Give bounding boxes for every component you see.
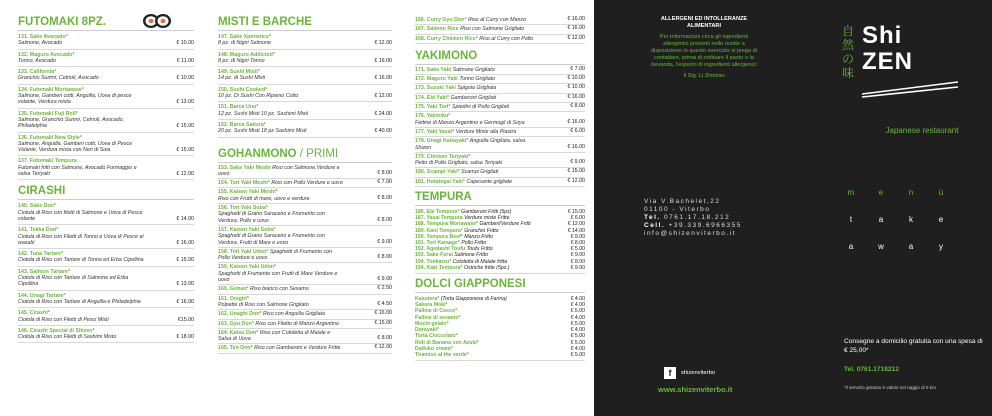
allergen-info [648, 16, 760, 80]
menu-item [218, 67, 392, 85]
item-price: € 15.00 [567, 168, 585, 175]
item-name: 148. Maguro Addicted* [218, 51, 275, 58]
item-name: 141. Tekka Don* [18, 227, 59, 234]
item-price: € 15.00 [176, 147, 194, 154]
delivery-info: Consegne a domicilio gratuita con una spesa di € 25,00* [844, 338, 983, 354]
word-letter: k [909, 215, 913, 224]
item-price: € 8.00 [377, 216, 392, 223]
item-price: € 5.00 [570, 333, 585, 340]
cell-line: Cell. +39.339.6966355 [644, 222, 742, 229]
item-price: € 6.00 [570, 215, 585, 222]
menu-item [415, 66, 585, 75]
menu-item [218, 204, 392, 226]
item-name: 172. Maguro Yaki [415, 76, 458, 83]
menu-item [218, 179, 392, 188]
menu-item [415, 265, 585, 271]
item-name: 188. Tempura Moriawase* [415, 221, 479, 228]
item-price: € 15.00 [567, 209, 585, 216]
item-price: € 9.00 [570, 233, 585, 240]
menu-item [415, 16, 585, 25]
item-name: Sakura Moki* [415, 302, 448, 309]
item-price: € 9.00 [570, 264, 585, 271]
menu-item [415, 352, 585, 358]
item-price: € 16.00 [567, 93, 585, 100]
word-letter: m [847, 188, 855, 197]
word-letter: y [939, 242, 943, 251]
menu-item [415, 178, 585, 187]
menu-item [18, 156, 194, 180]
menu-item [218, 263, 392, 285]
item-price: € 10.00 [567, 84, 585, 91]
item-name: 174. Ebi Yaki* [415, 94, 450, 101]
item-price: € 14.00 [176, 215, 194, 222]
item-description: 8 pz. di Nigiri Tonno [218, 57, 265, 64]
cover-panel [594, 0, 992, 416]
item-description: Ciotola di Riso con Tartare di Salmone ed Erba Cipollina [18, 275, 129, 288]
item-name: 173. Suzuki Yaki [415, 85, 456, 92]
menu-item [18, 201, 194, 225]
item-description: Spigola Grigliata [457, 85, 497, 92]
item-name: 171. Sake Yaki [415, 66, 452, 73]
item-description: Ciotola di Riso con Tartare di Tonno ed Erba Cipollina [18, 257, 144, 264]
item-name: 189. Kani Tempura* [415, 227, 463, 234]
item-name: 145. Cirashi* [18, 310, 50, 317]
item-description: Riso con Frutti di mare, uovo e verdure [218, 195, 310, 202]
item-price: € 8.00 [377, 194, 392, 201]
item-price: €15.00 [177, 316, 194, 323]
item-name: 135. Futomaki Fuji Roll* [18, 110, 78, 117]
item-name: 152. Barca Sakura* [218, 121, 266, 128]
item-price: € 12.00 [374, 93, 392, 100]
item-name: 154. Tori Yaki Meshi* [218, 180, 270, 187]
item-price: € 10.00 [176, 40, 194, 47]
facebook-link[interactable]: f shizenviterbo [664, 367, 715, 379]
menu-item [218, 344, 392, 353]
item-description: Salmone, Gamberi cotti, Anguilla, Uova di pesce volante, Verdura mista [18, 93, 132, 106]
item-description: Salmone, Granchio Surimi, Cetrioli, Avocado, Philadelphia [18, 116, 124, 130]
item-description: Salmone Fritto [454, 252, 488, 259]
item-description: Salmone, Avocado [18, 40, 63, 47]
item-name: 159. Kaisen Yaki Udon* [218, 264, 277, 271]
item-price: € 9.00 [377, 276, 392, 283]
item-description: Spaghetti di Grano Saraceno e Frumento con Verdura, Pollo e uovo [218, 211, 325, 224]
misti-list [218, 32, 392, 138]
item-description: Capesante grigliate [466, 178, 513, 185]
item-price: € 8.00 [377, 335, 392, 342]
item-description: Tonno, Avocado [18, 57, 56, 64]
menu-item [18, 109, 194, 133]
item-name: 146. Cirashi Special di Shizen* [18, 327, 95, 334]
item-price: € 6.00 [570, 127, 585, 134]
word-away [846, 242, 946, 251]
item-description: Ciotola di Riso con Filetti di Sashimi Misto [18, 334, 117, 341]
item-description: Ciotola di Riso con Tartare di Anguilla e Philadelphia [18, 298, 141, 305]
item-description: Salmone, Anguilla, Gamberi cotti, Uova di Pesce Volante, Verdura mista con Nori di Soia [18, 140, 133, 154]
menu-column-1 [0, 0, 200, 416]
item-name: 186. Ebi Tempura* [415, 209, 460, 216]
item-price: € 12.00 [567, 221, 585, 228]
menu-item [18, 291, 194, 309]
item-price: € 12.00 [567, 34, 585, 41]
item-name: Torta Cioccolato* [415, 333, 458, 340]
item-price: € 8.00 [570, 258, 585, 265]
menu-item [18, 133, 194, 157]
item-name: 165. Ten Don* [218, 345, 253, 352]
item-price: € 15.00 [374, 319, 392, 326]
item-description: Manzo Fritto [464, 233, 494, 240]
facebook-icon: f [664, 367, 676, 379]
menu-item [218, 248, 392, 264]
menu-item [218, 50, 392, 68]
logo-zen: ZEN [862, 48, 913, 75]
item-name: 179. Chicken Teriyaki* [415, 153, 471, 160]
item-description: Pollo Fritto [461, 240, 487, 247]
section-dolci-title: DOLCI GIAPPONESI [415, 278, 585, 293]
item-description: 8 pz. di Nigiri Salmone [218, 40, 271, 47]
item-description: Granchio Fritto [464, 227, 499, 234]
item-description: Toufu Fritto [466, 246, 493, 253]
item-description: Petto di Pollo Grigliato, salsa Teriyaki [415, 160, 503, 167]
word-letter: n [908, 188, 914, 197]
item-price: € 9.00 [377, 238, 392, 245]
item-description: Gamberoni Grigliati [450, 94, 497, 101]
item-description: Riso al Curry con Pollo [479, 35, 534, 42]
item-price: € 8.00 [377, 169, 392, 176]
item-name: Palline di Cocco* [415, 308, 458, 315]
phone-line: Tel. 0761.17.18.212 [644, 214, 731, 221]
item-name: 187. Yasai Tempura [415, 215, 463, 222]
item-description: 20 pz. Sushi Misti 18 pz Sashimi Misti [218, 128, 307, 135]
item-price: € 40.00 [374, 128, 392, 135]
item-name: 167. Salmon Rice [415, 26, 459, 33]
item-description: Riso con Gamberoni e Verdure Fritte [254, 345, 341, 352]
item-name: 160. Gohan* [218, 286, 249, 293]
item-price: € 9.00 [570, 159, 585, 166]
item-price: € 13.00 [176, 281, 194, 288]
menu-item [218, 164, 392, 180]
word-menu [846, 188, 946, 197]
section-misti-title: MISTI E BARCHE [218, 16, 392, 31]
address-line-2: 01100 - Viterbo [644, 206, 711, 213]
item-price: € 12.00 [374, 40, 392, 47]
item-name: 151. Barca Uno* [218, 104, 259, 111]
menu-item [415, 168, 585, 177]
address-block [644, 198, 742, 238]
item-description: Ciotola di Riso con Filetti di Pesci Misti [18, 316, 109, 323]
item-name: 194. Kaki Tempura* [415, 264, 463, 271]
item-name: 153. Sake Yaki Meshi [218, 164, 271, 171]
item-name: Palline di sesamo* [415, 314, 461, 321]
item-price: € 16.00 [374, 57, 392, 64]
menu-item [218, 310, 392, 319]
item-name: 161. Onigiri* [218, 295, 249, 302]
item-price: € 5.00 [570, 339, 585, 346]
item-price: € 16.00 [176, 239, 194, 246]
menu-item [18, 32, 194, 50]
item-name: 175. Yaki Tori* [415, 104, 451, 111]
item-price: € 16.00 [176, 298, 194, 305]
item-name: 134. Futomaki Moriawase* [18, 86, 84, 93]
item-name: Tiramisù al the verde* [415, 351, 469, 358]
delivery-note: *il servizio gratuito è valido nel raggio di 5 km [844, 385, 936, 390]
menu-item [218, 226, 392, 248]
item-price: € 5.00 [570, 351, 585, 358]
item-description: Riso con Pollo Verdure e uovo [271, 180, 343, 187]
item-price: € 5.00 [570, 320, 585, 327]
delivery-phone[interactable]: Tel. 0761.1718212 [844, 366, 899, 373]
menu-column-3 [405, 0, 591, 416]
menu-item [218, 188, 392, 204]
item-name: 166. Curry Gyu Don* [415, 17, 467, 23]
item-name: Kasutera* [415, 296, 440, 303]
item-price: € 12.00 [567, 177, 585, 184]
menu-item [218, 85, 392, 103]
item-price: € 10.00 [176, 75, 194, 82]
dolci-list [415, 294, 585, 361]
allergen-text: Per informazioni circa gli ingredienti allergenici presenti nelle ricette a disposizione in questo esercizio si prega di contattare, prima di ordinare il pasto o la bevanda, l'esperto di ingredienti allergenici [650, 34, 758, 68]
item-price: € 5.00 [570, 308, 585, 315]
item-name: 163. Gyu Don* [218, 320, 254, 327]
item-name: 140. Sake Don* [18, 203, 56, 210]
menu-item [415, 137, 585, 153]
item-price: € 13.00 [176, 99, 194, 106]
item-price: € 15.00 [176, 257, 194, 264]
word-take [846, 215, 946, 224]
item-name: 142. Tuna Tartare* [18, 251, 64, 258]
item-name: 131. Sake Avocado* [18, 34, 68, 40]
website-link[interactable]: www.shizenviterbo.it [658, 385, 733, 394]
menu-item [18, 326, 194, 344]
item-description: Tonno Grigliato [459, 76, 496, 83]
section-cirashi-title: CIRASHI [18, 185, 194, 200]
item-price: € 15.00 [176, 123, 194, 130]
menu-item [18, 67, 194, 85]
item-name: 194. Tonkatsu* [415, 258, 452, 265]
item-name: Daifuko cream* [415, 345, 453, 352]
item-name: Mochi gelato* [415, 320, 449, 327]
item-name: 156. Tori Yaki Soba* [218, 205, 268, 212]
word-letter: e [938, 215, 944, 224]
item-description: Riso con Salmone,Verdure e uovo [218, 164, 340, 177]
menu-item [415, 112, 585, 128]
email-line[interactable]: info@shizenviterbo.it [644, 230, 736, 237]
item-name: Roll di Banana con Azuki* [415, 339, 479, 346]
word-letter: a [878, 215, 884, 224]
item-description: Cotoletta di Maiale fritta [452, 258, 508, 265]
item-name: 162. Unaghi Don* [218, 311, 262, 318]
item-description: Ciotola di Riso con Filetti di Tonno e Uova di Pesce al wasabi [18, 233, 144, 246]
item-price: € 2.50 [377, 285, 392, 292]
item-price: € 18.00 [176, 334, 194, 341]
item-description: 14 pz. di Sushi Misti [218, 75, 266, 82]
menu-item [218, 320, 392, 329]
item-name: 168. Curry Chicken Rice* [415, 35, 478, 42]
item-price: € 4.00 [570, 296, 585, 303]
item-price: € 16.00 [567, 25, 585, 32]
item-price: € 4.00 [570, 302, 585, 309]
item-description: 10 pz. Di Sushi Con Ripieno Cotto [218, 93, 299, 100]
word-letter: t [849, 215, 853, 224]
item-name: 157. Kaisen Yaki Soba* [218, 226, 276, 233]
item-name: 150. Sushi Cooked* [218, 86, 268, 93]
item-description: Riso con Cotoletta di Maiale e Salsa di Uova [218, 329, 331, 343]
gohan-list [218, 164, 392, 354]
tempura-list [415, 207, 585, 274]
item-description: Gamberoni Fritti (5pz) [461, 209, 512, 216]
item-price: € 7.00 [377, 179, 392, 186]
item-name: 155. Kaisen Yaki Meshi* [218, 189, 278, 196]
item-price: € 4.00 [570, 327, 585, 334]
curry-list [415, 16, 585, 44]
item-name: 164. Katsu Don* [218, 329, 259, 336]
item-description: Anguilla Grigliata, salsa Shizen [415, 138, 526, 151]
menu-item [218, 285, 392, 294]
menu-item [415, 35, 585, 44]
item-description: Spiedini di Pollo Grigliati [451, 104, 510, 111]
item-description: Riso bianco con Sesamo [250, 286, 309, 293]
section-yakimono-title: YAKIMONO [415, 50, 585, 65]
item-name: 176. Yakiniku* [415, 113, 451, 120]
chopsticks-icon [860, 78, 960, 98]
item-price: € 16.00 [567, 16, 585, 22]
item-price: € 9.00 [570, 252, 585, 259]
menu-item [218, 102, 392, 120]
item-price: € 4.00 [570, 314, 585, 321]
item-description: Verdure miste Fritte [464, 215, 510, 222]
item-description: Scampi Grigliati [461, 169, 499, 176]
item-name: 192. Agedashi Toufu [415, 246, 466, 253]
item-price: € 16.00 [374, 75, 392, 82]
cirashi-list [18, 201, 194, 343]
menu-column-2 [208, 0, 398, 416]
item-name: 137. Futomaki Tempura [18, 158, 77, 165]
item-name: 180. Scampi Yaki* [415, 169, 460, 176]
item-description: Riso con Anguilla Grigliata [263, 311, 325, 318]
item-description: Ostriche fritte (5pz.) [463, 264, 510, 271]
menu-item [415, 75, 585, 84]
word-letter: ù [938, 188, 944, 197]
item-name: Dorayaki* [415, 327, 439, 334]
menu-item [415, 103, 585, 112]
futomaki-list [18, 32, 194, 180]
item-name: 133. California* [18, 69, 57, 76]
logo-subtitle: Japanese restaurant [885, 126, 959, 135]
menu-item [415, 128, 585, 137]
menu-item [218, 120, 392, 138]
item-price: € 14.00 [567, 227, 585, 234]
item-name: 132. Maguro Avocado* [18, 51, 75, 58]
item-name: 136. Futomaki New Style* [18, 134, 82, 141]
item-price: € 24.00 [374, 110, 392, 117]
item-price: € 4.00 [570, 345, 585, 352]
item-name: 144. Unagi Tartare* [18, 292, 66, 299]
item-name: 193. Sake Furai [415, 252, 453, 259]
item-description: Ciotola di Riso con filetti di Salmone e Uova di Pesce volante [18, 209, 143, 222]
item-name: 181. Hotategai Yaki* [415, 178, 465, 185]
item-description: Spaghetti di Frumento con Pollo Verdure e uovo [218, 248, 333, 262]
item-name: 190. Tempura Beef* [415, 233, 463, 240]
item-name: 143. Salmon Tartare* [18, 268, 71, 275]
item-name: 149. Sushi Misti* [218, 69, 260, 76]
menu-item [18, 225, 194, 249]
menu-item [18, 308, 194, 326]
item-name: 178. Unagi Kabayaki* [415, 138, 469, 145]
item-description: Gamberi/Verdure Fritti [479, 221, 531, 228]
allergen-contact: Il Sig. Li Zhimiao [683, 73, 725, 79]
logo-shi: Shi [862, 22, 903, 49]
item-description: Spaghetti di Frumento con Frutti di Mare Verdure e uovo [218, 270, 338, 284]
menu-item [415, 25, 585, 34]
word-letter: w [878, 242, 884, 251]
item-description: Granchio Surimi, Cetrioli, Avocado [18, 75, 99, 82]
item-name: 147. Sake Xperience* [218, 34, 272, 40]
menu-item [218, 295, 392, 311]
menu-item [415, 94, 585, 103]
item-description: (Torta Giapponese di Farina) [440, 296, 507, 303]
menu-take-away-words [846, 188, 946, 269]
item-description: Spaghetti di Grano Saraceno e Frumento con Verdura, Frutti di Mare e uovo [218, 233, 325, 246]
item-price: € 4.50 [377, 300, 392, 307]
item-price: € 8.00 [570, 103, 585, 110]
item-name: 177. Yaki Yasai* [415, 128, 455, 135]
item-price: € 7.00 [570, 65, 585, 72]
item-description: Fettine di Manzo Argentino e Germogli di Soya [415, 119, 525, 126]
item-description: Riso con Salmone Grigliato [460, 26, 525, 33]
section-futomaki-title: FUTOMAKI 8PZ. [18, 16, 194, 31]
item-price: € 10.00 [567, 75, 585, 82]
item-price: € 8.00 [570, 240, 585, 247]
item-description: Salmone Grigliato [452, 66, 495, 73]
item-price: € 12.00 [374, 344, 392, 351]
yakimono-list [415, 66, 585, 187]
menu-item [18, 267, 194, 291]
word-letter: a [848, 242, 854, 251]
item-price: € 8.00 [377, 254, 392, 261]
menu-item [18, 50, 194, 68]
item-price: € 16.00 [567, 118, 585, 125]
item-price: € 5.00 [570, 246, 585, 253]
item-description: Verdure Miste alla Piastra [455, 128, 517, 135]
address-line-1: Via V.Bachelet,22 [644, 198, 721, 205]
item-price: € 16.00 [567, 143, 585, 150]
item-price: € 16.00 [374, 310, 392, 317]
menu-item [18, 249, 194, 267]
item-description: Polpette di Riso con Salmone Grigliato [218, 301, 309, 308]
word-letter: a [908, 242, 914, 251]
item-price: € 12.00 [176, 171, 194, 178]
word-letter: e [878, 188, 884, 197]
item-description: Futomaki fritti con Salmone, Avocado Formaggio e salsa Teriyaki [18, 164, 137, 178]
item-description: Riso al Curry con Manzo [468, 17, 526, 23]
menu-item [415, 84, 585, 93]
item-price: € 11.00 [176, 57, 194, 64]
menu-item [415, 153, 585, 169]
item-description: Riso con Filetto di Manzo Argentino [255, 320, 339, 327]
shizen-logo [842, 22, 962, 135]
item-name: 191. Tori Karaage* [415, 240, 460, 247]
menu-item [218, 32, 392, 50]
section-gohan-title: GOHANMONO / PRIMI [218, 148, 392, 163]
menu-item [18, 85, 194, 109]
logo-kanji: 自然の味 [842, 24, 855, 80]
section-tempura-title: TEMPURA [415, 191, 585, 206]
sushi-icon [142, 11, 172, 29]
item-name: 158. Tori Yaki Udon* [218, 248, 269, 255]
menu-item [218, 329, 392, 345]
item-description: 12 pz. Sushi Misti 10 pz. Sashimi Misti [218, 110, 309, 117]
allergen-title: ALLERGENI ED INTOLLERANZE ALIMENTARI [660, 16, 748, 29]
